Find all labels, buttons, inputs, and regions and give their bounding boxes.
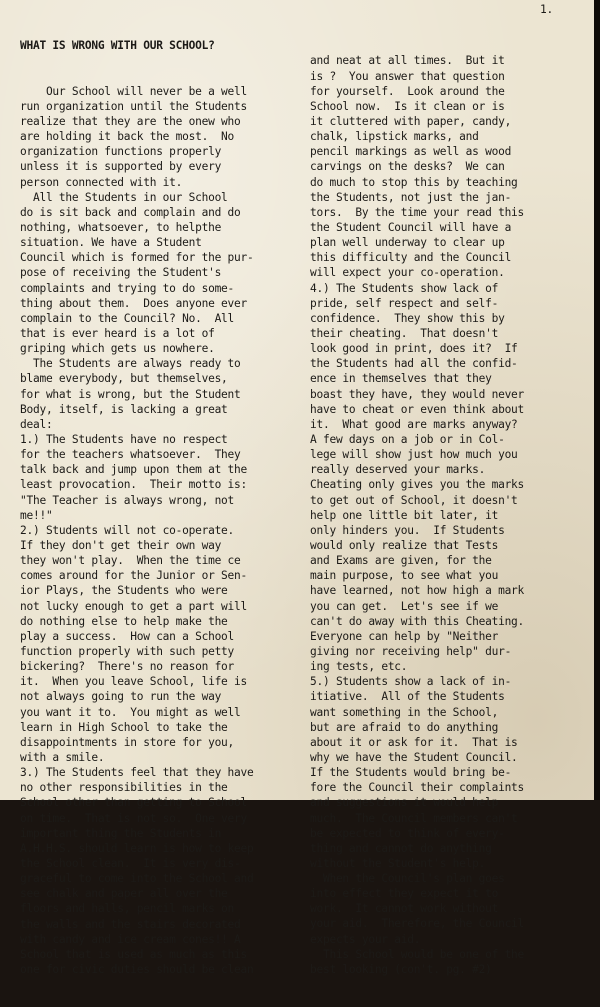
text-line: expects your aid. <box>310 932 421 946</box>
text-line: to get out of School, it doesn't <box>310 493 518 507</box>
text-line: really deserved your marks. <box>310 463 486 477</box>
text-line: fore the Council their complaints <box>310 781 525 795</box>
text-line: talk back and jump upon them at the <box>20 463 247 477</box>
text-line: you can get. Let's see if we <box>310 599 499 613</box>
text-line: one for civic duties should be clean <box>20 962 254 976</box>
text-line: itiative. All of the Students <box>310 690 505 704</box>
text-line: main purpose, to see what you <box>310 569 499 583</box>
text-line: thing about them. Does anyone ever <box>20 296 247 310</box>
page-mark: 1. <box>540 3 553 16</box>
text-line: Council which is formed for the pur- <box>20 251 254 265</box>
text-line: on time. That is not so. One very <box>20 811 247 825</box>
text-line: have to cheat or even think about <box>310 402 525 416</box>
text-line: the walls and the stairs decorated <box>20 917 241 931</box>
text-line: chalk, lipstick marks, and <box>310 130 479 144</box>
text-line: If they don't get their own way <box>20 538 222 552</box>
text-line: it. When you leave School, life is <box>20 675 247 689</box>
text-line: If the Students would bring be- <box>310 766 512 780</box>
text-line: School that is used as much as this <box>20 947 247 961</box>
right-column <box>310 3 592 1007</box>
left-column <box>20 8 312 1007</box>
text-line: do nothing else to help make the <box>20 614 228 628</box>
text-line: "The Teacher is always wrong, not <box>20 493 235 507</box>
text-line: organization functions properly <box>20 145 222 159</box>
text-line: best looking (con't. pg. #2) <box>310 962 492 976</box>
text-line: When the Council's plan goes <box>310 872 505 886</box>
text-line: tors. By the time your read this <box>310 205 525 219</box>
text-line: realize that they are the onew who <box>20 115 241 129</box>
text-line: ing tests, etc. <box>310 660 408 674</box>
text-line: look good in print, does it? If <box>310 342 518 356</box>
text-line: with candy and ice cream cones!! A <box>20 932 241 946</box>
text-line: A few days on a job or in Col- <box>310 432 505 446</box>
text-line: Cheating only gives you the marks <box>310 478 525 492</box>
right-column-body <box>310 53 592 977</box>
text-line: with a smile. <box>20 750 105 764</box>
text-line: you want it to. You might as well <box>20 705 241 719</box>
text-line: bickering? There's no reason for <box>20 660 235 674</box>
text-line: the Students had all the confid- <box>310 357 518 371</box>
text-line: pencil markings as well as wood <box>310 145 512 159</box>
text-line: they won't play. When the time ce <box>20 554 241 568</box>
text-line: important thing the Students in <box>20 826 222 840</box>
scan-edge <box>594 0 600 800</box>
text-line: confidence. They show this by <box>310 311 505 325</box>
text-line: plan well underway to clear up <box>310 236 505 250</box>
text-line: help one little bit later, it <box>310 508 499 522</box>
text-line: your aid. Therefore, the Council <box>310 917 525 931</box>
text-line: why we have the Student Council. <box>310 750 518 764</box>
text-line: unless it is supported by every <box>20 160 222 174</box>
text-line: learn in High School to take the <box>20 720 228 734</box>
text-line: it. What good are marks anyway? <box>310 417 518 431</box>
text-line: least provocation. Their motto is: <box>20 478 247 492</box>
text-line: Body, itself, is lacking a great <box>20 402 228 416</box>
text-line: their cheating. That doesn't <box>310 327 499 340</box>
text-line: much. The Council members can't <box>310 811 518 825</box>
text-line: ior Plays, the Students who were <box>20 584 228 598</box>
text-line: be expected to think of every- <box>310 826 505 840</box>
text-line: deal: <box>20 417 53 431</box>
text-line: for yourself. Look around the <box>310 84 505 98</box>
left-column-body <box>20 84 312 977</box>
text-line: 4.) The Students show lack of <box>310 281 499 295</box>
text-line: work. It cannot work without <box>310 902 499 916</box>
text-line: carvings on the desks? We can <box>310 160 505 174</box>
text-line: for what is wrong, but the Student <box>20 387 241 401</box>
text-line: graceful to come into the School and <box>20 872 254 886</box>
text-line: do is sit back and complain and do <box>20 205 241 219</box>
text-line: it cluttered with paper, candy, <box>310 115 512 129</box>
text-line: floors and halls, pencil marks on <box>20 902 235 916</box>
text-line: School other than getting to School <box>20 796 247 810</box>
text-line: want something in the School, <box>310 705 499 719</box>
text-line: complaints and trying to do some- <box>20 281 235 295</box>
text-line: the Students, not just the jan- <box>310 190 512 204</box>
text-line: not always going to run the way <box>20 690 222 704</box>
text-line: complain to the Council? No. All <box>20 311 235 325</box>
text-line: blame everybody, but themselves, <box>20 372 228 386</box>
text-line: person connected with it. <box>20 175 183 189</box>
text-line: and Exams are given, for the <box>310 554 492 568</box>
text-line: would only realize that Tests <box>310 538 499 552</box>
text-line: ence in themselves that they <box>310 372 492 386</box>
text-line: 3.) The Students feel that they have <box>20 766 254 780</box>
text-line: giving nor receiving help" dur- <box>310 644 512 658</box>
text-line: comes around for the Junior or Sen- <box>20 569 247 583</box>
text-line: Our School will never be a well <box>20 84 247 98</box>
text-line: griping which gets us nowhere. <box>20 342 215 356</box>
text-line: The Students are always ready to <box>20 357 241 371</box>
text-line: School now. Is it clean or is <box>310 99 505 113</box>
text-line: 1.) The Students have no respect <box>20 433 228 446</box>
text-line: Everyone can help by "Neither <box>310 629 499 643</box>
text-line: without the Student's help. <box>310 856 486 870</box>
text-line: nothing, whatsoever, to helpthe <box>20 221 222 235</box>
text-line: pride, self respect and self- <box>310 296 499 310</box>
text-line: and suggestions it would help <box>310 796 499 810</box>
text-line: lege will show just how much you <box>310 448 518 462</box>
text-line: situation. We have a Student <box>20 236 202 250</box>
text-line: me!!" <box>20 508 53 522</box>
text-line: will expect your co-operation. <box>310 266 505 280</box>
text-line: disappointments in store for you, <box>20 735 235 749</box>
article-title: WHAT IS WRONG WITH OUR SCHOOL? <box>20 39 215 53</box>
text-line: this difficulty and the Council <box>310 251 512 265</box>
text-line: the Student Council will have a <box>310 221 512 235</box>
text-line: only hinders you. If Students <box>310 523 505 537</box>
text-line: run organization until the Students <box>20 99 247 113</box>
text-line: about it or ask for it. That is <box>310 735 518 749</box>
text-line: All the Students in our School <box>20 190 228 204</box>
text-line: that is ever heard is a lot of <box>20 327 215 341</box>
text-line: boast they have, they would never <box>310 387 525 401</box>
text-line: not lucky enough to get a part will <box>20 599 247 613</box>
text-line: pose of receiving the Student's <box>20 266 222 280</box>
text-line: are holding it back the most. No <box>20 130 235 144</box>
text-line: for the teachers whatsoever. They <box>20 448 241 462</box>
text-line: A.H.H.S. should learn is how to keep <box>20 841 254 855</box>
text-line: 5.) Students show a lack of in- <box>310 675 512 689</box>
text-line: no other responsibilities in the <box>20 781 228 795</box>
text-line: This School would be one of the <box>310 947 525 961</box>
text-line: function properly with such petty <box>20 644 235 658</box>
text-line: do much to stop this by teaching <box>310 175 518 189</box>
text-line: into effect they expect it to <box>310 887 499 901</box>
text-line: thing and cannot do anything <box>310 841 492 855</box>
text-line: have learned, not how high a mark <box>310 584 525 598</box>
text-line: 2.) Students will not co-operate. <box>20 523 235 537</box>
text-line: the School clean. It is very dis- <box>20 856 241 870</box>
text-line: but are afraid to do anything <box>310 720 499 734</box>
text-line: is ? You answer that question <box>310 69 505 83</box>
text-line: play a success. How can a School <box>20 629 235 643</box>
text-line: can't do away with this Cheating. <box>310 614 525 628</box>
text-line: see chalk and paper all over the <box>20 887 228 901</box>
text-line: and neat at all times. But it <box>310 54 505 68</box>
